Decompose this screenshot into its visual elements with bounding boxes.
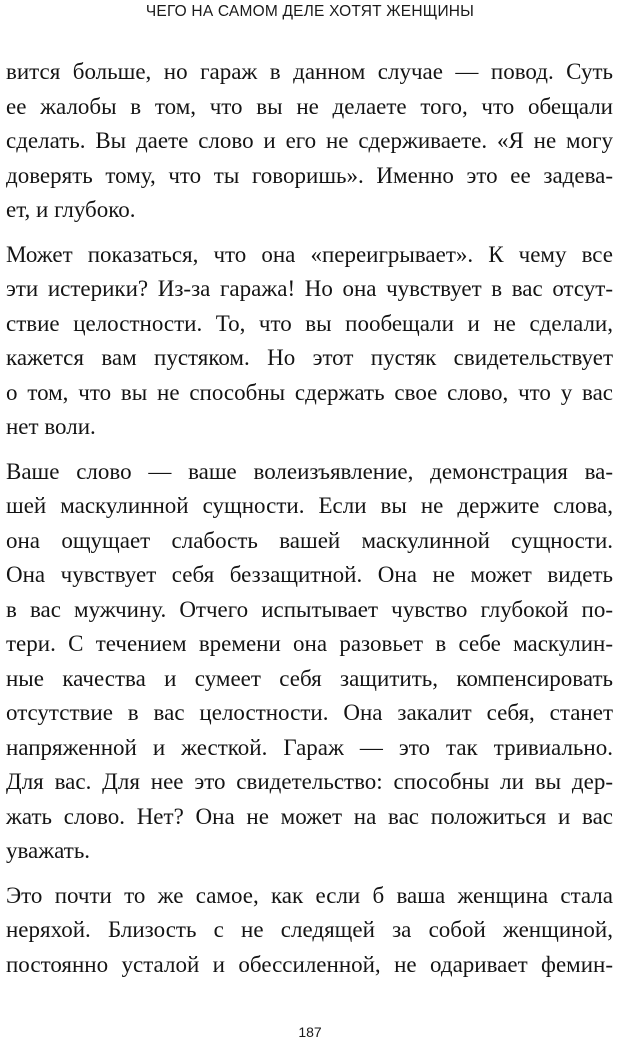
text-line: нет воли. [6, 414, 96, 439]
text-line: в вас мужчину. Отчего испытывает чувство глубокой по- [6, 596, 613, 622]
paragraph [6, 455, 613, 869]
text-line: уважать. [6, 838, 91, 863]
text-line: Ваше слово — ваше волеизъявление, демонстрация ва- [6, 458, 613, 484]
text-line: неряхой. Близость с не следящей за собой женщиной, [6, 917, 613, 942]
paragraph [6, 238, 613, 445]
text-line: ее жалобы в том, что вы не делаете того, что обещали [6, 93, 613, 119]
text-line: ствие целостности. То, что вы пообещали и не сделали, [6, 310, 613, 336]
text-line: о том, что вы не способны сдержать свое слово, что у вас [6, 379, 613, 405]
text-line: Она чувствует себя беззащитной. Она не может видеть [6, 562, 613, 587]
text-line: Для вас. Для нее это свидетельство: способны ли вы дер- [6, 769, 613, 794]
running-header: ЧЕГО НА САМОМ ДЕЛЕ ХОТЯТ ЖЕНЩИНЫ [145, 3, 475, 20]
text-line: Это почти то же самое, как если б ваша женщина стала [6, 882, 613, 908]
text-line: ет, и глубоко. [6, 197, 136, 222]
text-line: ные качества и сумеет себя защитить, компенсировать [6, 665, 613, 691]
text-line: эти истерики? Из-за гаража! Но она чувствует в вас отсут- [6, 276, 613, 301]
text-line: шей маскулинной сущности. Если вы не держите слова, [6, 493, 613, 518]
text-line: тери. С течением времени она разовьет в себе маскулин- [6, 631, 613, 656]
text-line: постоянно усталой и обессиленной, не одаривает фемин- [6, 951, 613, 977]
paragraph [6, 55, 613, 228]
text-line: Может показаться, что она «переигрывает». К чему все [6, 241, 613, 267]
text-line: кажется вам пустяком. Но этот пустяк свидетельствует [6, 345, 613, 370]
text-line: отсутствие в вас целостности. Она закалит себя, станет [6, 700, 613, 725]
text-line: сделать. Вы даете слово и его не сдерживаете. «Я не могу [6, 128, 613, 153]
body-text [6, 55, 613, 992]
paragraph [6, 879, 613, 983]
text-line: она ощущает слабость вашей маскулинной сущности. [6, 527, 613, 553]
page-number: 187 [298, 1024, 322, 1040]
text-line: напряженной и жесткой. Гараж — это так тривиально. [6, 734, 613, 760]
text-line: вится больше, но гараж в данном случае — повод. Суть [6, 59, 613, 84]
text-line: жать слово. Нет? Она не может на вас положиться и вас [6, 803, 613, 829]
text-line: доверять тому, что ты говоришь». Именно это ее задева- [6, 162, 613, 188]
